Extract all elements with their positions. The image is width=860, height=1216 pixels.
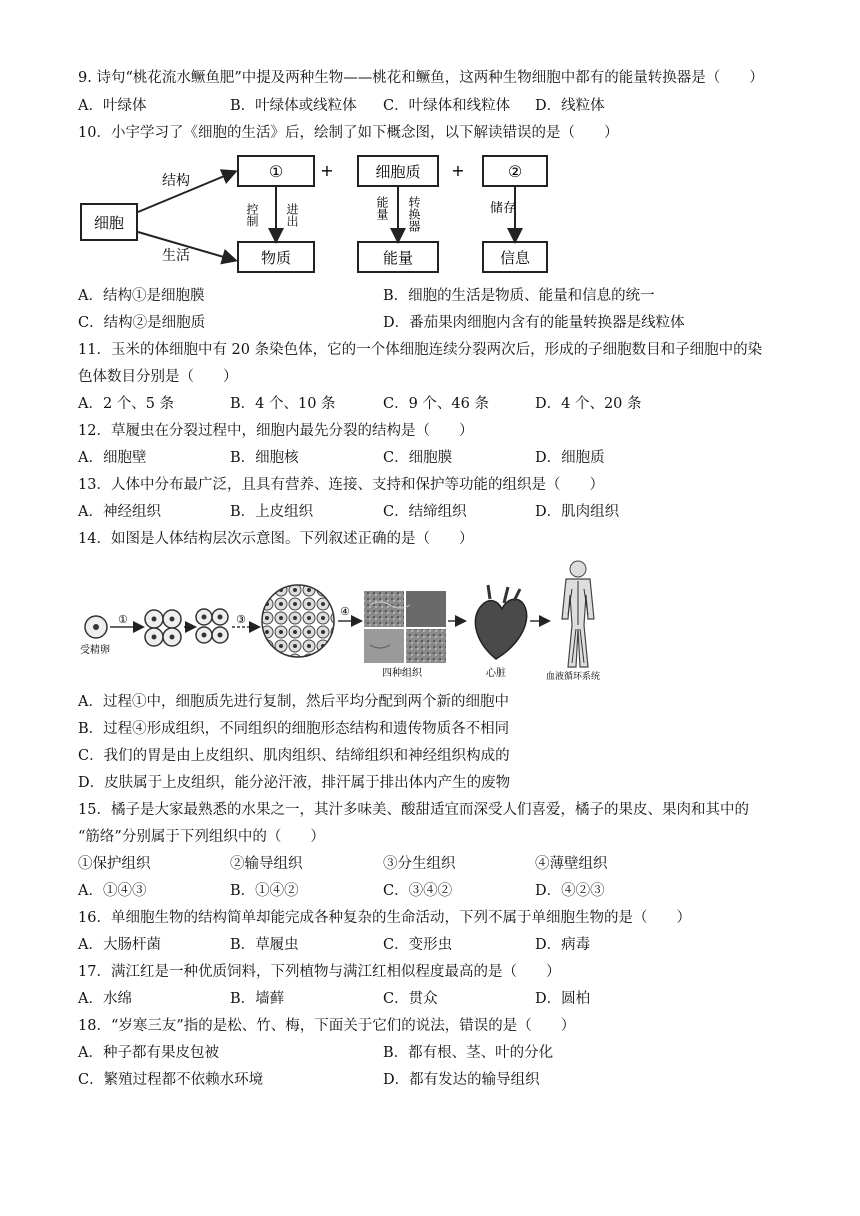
q18-stem: 18．“岁寒三友”指的是松、竹、梅，下面关于它们的说法，错误的是（ ） (78, 1018, 576, 1034)
q12-option-c: C．细胞膜 (383, 450, 453, 466)
q9-option-c: C．叶绿体和线粒体 (383, 98, 511, 114)
q15-item-1: ①保护组织 (78, 856, 151, 872)
matter-label: 物质 (260, 249, 292, 267)
plus-sign-1: + (320, 161, 334, 180)
q17-option-b: B．墙藓 (230, 991, 285, 1007)
step-3-label: ③ (236, 613, 246, 626)
q12-option-b: B．细胞核 (230, 450, 299, 466)
q13-option-c: C．结缔组织 (383, 504, 467, 520)
q15-option-d: D．④②③ (535, 883, 605, 899)
q18-option-d: D．都有发达的输导组织 (383, 1072, 540, 1088)
q13-option-a: A．神经组织 (78, 504, 161, 520)
q11-option-a: A．2 个、5 条 (78, 396, 175, 412)
q14-stem: 14．如图是人体结构层次示意图。下列叙述正确的是（ ） (78, 531, 474, 547)
q15-stem-line2: “筋络”分别属于下列组织中的（ ） (78, 829, 325, 845)
q10-stem: 10．小宇学习了《细胞的生活》后，绘制了如下概念图，以下解读错误的是（ ） (78, 125, 619, 141)
cell-label: 细胞 (93, 214, 125, 232)
structure-2-label: ② (507, 162, 523, 181)
q15-item-2: ②输导组织 (230, 856, 303, 872)
q11-option-c: C．9 个、46 条 (383, 396, 489, 412)
q11-stem-line2: 色体数目分别是（ ） (78, 369, 238, 385)
q10-option-a: A．结构①是细胞膜 (78, 288, 205, 304)
q17-option-c: C．贯众 (383, 991, 438, 1007)
arrow-label-store: 储存 (490, 201, 517, 216)
edge-label-life: 生活 (162, 248, 190, 264)
cytoplasm-label: 细胞质 (375, 163, 421, 181)
q18-option-c: C．繁殖过程都不依赖水环境 (78, 1072, 264, 1088)
q10-option-c: C．结构②是细胞质 (78, 315, 206, 331)
human-body-icon (562, 561, 594, 667)
q15-item-3: ③分生组织 (383, 856, 456, 872)
information-label: 信息 (499, 249, 531, 267)
heart-label: 心脏 (486, 668, 506, 679)
q16-option-b: B．草履虫 (230, 937, 299, 953)
arrow-label-energy: 能量 (375, 196, 389, 220)
q15-option-a: A．①④③ (78, 883, 147, 899)
q9-option-b: B．叶绿体或线粒体 (230, 98, 357, 114)
step-1-label: ① (118, 613, 128, 626)
four-tissues-image (364, 591, 446, 663)
q12-stem: 12．草履虫在分裂过程中，细胞内最先分裂的结构是（ ） (78, 423, 474, 439)
edge-label-structure: 结构 (162, 173, 190, 189)
q13-stem: 13．人体中分布最广泛，且具有营养、连接、支持和保护等功能的组织是（ ） (78, 477, 604, 493)
cell-life-concept-diagram (78, 150, 588, 278)
structure-1-label: ① (268, 162, 284, 181)
q15-stem-line1: 15．橘子是大家最熟悉的水果之一，其汁多味美、酸甜适宜而深受人们喜爱，橘子的果皮、果肉和其中的 (78, 802, 749, 818)
arrow-label-control: 控制 (245, 203, 259, 227)
q14-option-a: A．过程①中，细胞质先进行复制，然后平均分配到两个新的细胞中 (78, 694, 509, 710)
q14-option-b: B．过程④形成组织，不同组织的细胞形态结构和遗传物质各不相同 (78, 721, 510, 737)
q16-option-d: D．病毒 (535, 937, 591, 953)
q18-option-b: B．都有根、茎、叶的分化 (383, 1045, 554, 1061)
q11-option-d: D．4 个、20 条 (535, 396, 642, 412)
q16-stem: 16．单细胞生物的结构简单却能完成各种复杂的生命活动，下列不属于单细胞生物的是（ ） (78, 910, 691, 926)
q12-option-d: D．细胞质 (535, 450, 605, 466)
four-tissues-label: 四种组织 (382, 668, 422, 679)
q17-option-d: D．圆柏 (535, 991, 591, 1007)
q17-stem: 17．满江红是一种优质饲料，下列植物与满江红相似程度最高的是（ ） (78, 964, 561, 980)
q17-option-a: A．水绵 (78, 991, 132, 1007)
q9-stem: 9. 诗句“桃花流水鳜鱼肥”中提及两种生物——桃花和鳜鱼，这两种生物细胞中都有的能量转换器是（ ） (78, 70, 764, 86)
fertilized-egg-label: 受精卵 (80, 645, 110, 656)
arrow-label-inout: 进出 (285, 203, 299, 227)
q15-option-c: C．③④② (383, 883, 453, 899)
circulatory-system-label: 血液循环系统 (546, 672, 601, 682)
q11-stem-line1: 11．玉米的体细胞中有 20 条染色体，它的一个体细胞连续分裂两次后，形成的子细胞数目和子细胞中的染 (78, 342, 763, 358)
q10-option-d: D．番茄果肉细胞内含有的能量转换器是线粒体 (383, 315, 685, 331)
q9-option-d: D．线粒体 (535, 98, 605, 114)
q15-item-4: ④薄壁组织 (535, 856, 608, 872)
q12-option-a: A．细胞壁 (78, 450, 147, 466)
q10-option-b: B．细胞的生活是物质、能量和信息的统一 (383, 288, 655, 304)
step-4-label: ④ (340, 605, 350, 618)
arrow-label-converter: 转换器 (407, 196, 421, 232)
cell-cluster-icon (262, 585, 334, 657)
q16-option-c: C．变形虫 (383, 937, 453, 953)
energy-label: 能量 (382, 249, 414, 267)
plus-sign-2: + (451, 161, 465, 180)
q14-option-c: C．我们的胃是由上皮组织、肌肉组织、结缔组织和神经组织构成的 (78, 748, 510, 764)
human-body-hierarchy-figure (78, 555, 608, 683)
q11-option-b: B．4 个、10 条 (230, 396, 336, 412)
q14-option-d: D．皮肤属于上皮组织，能分泌汗液，排汗属于排出体内产生的废物 (78, 775, 511, 791)
q18-option-a: A．种子都有果皮包被 (78, 1045, 219, 1061)
q15-option-b: B．①④② (230, 883, 299, 899)
q9-option-a: A．叶绿体 (78, 98, 147, 114)
q16-option-a: A．大肠杆菌 (78, 937, 161, 953)
q13-option-d: D．肌肉组织 (535, 504, 620, 520)
heart-icon (475, 599, 526, 659)
q13-option-b: B．上皮组织 (230, 504, 314, 520)
